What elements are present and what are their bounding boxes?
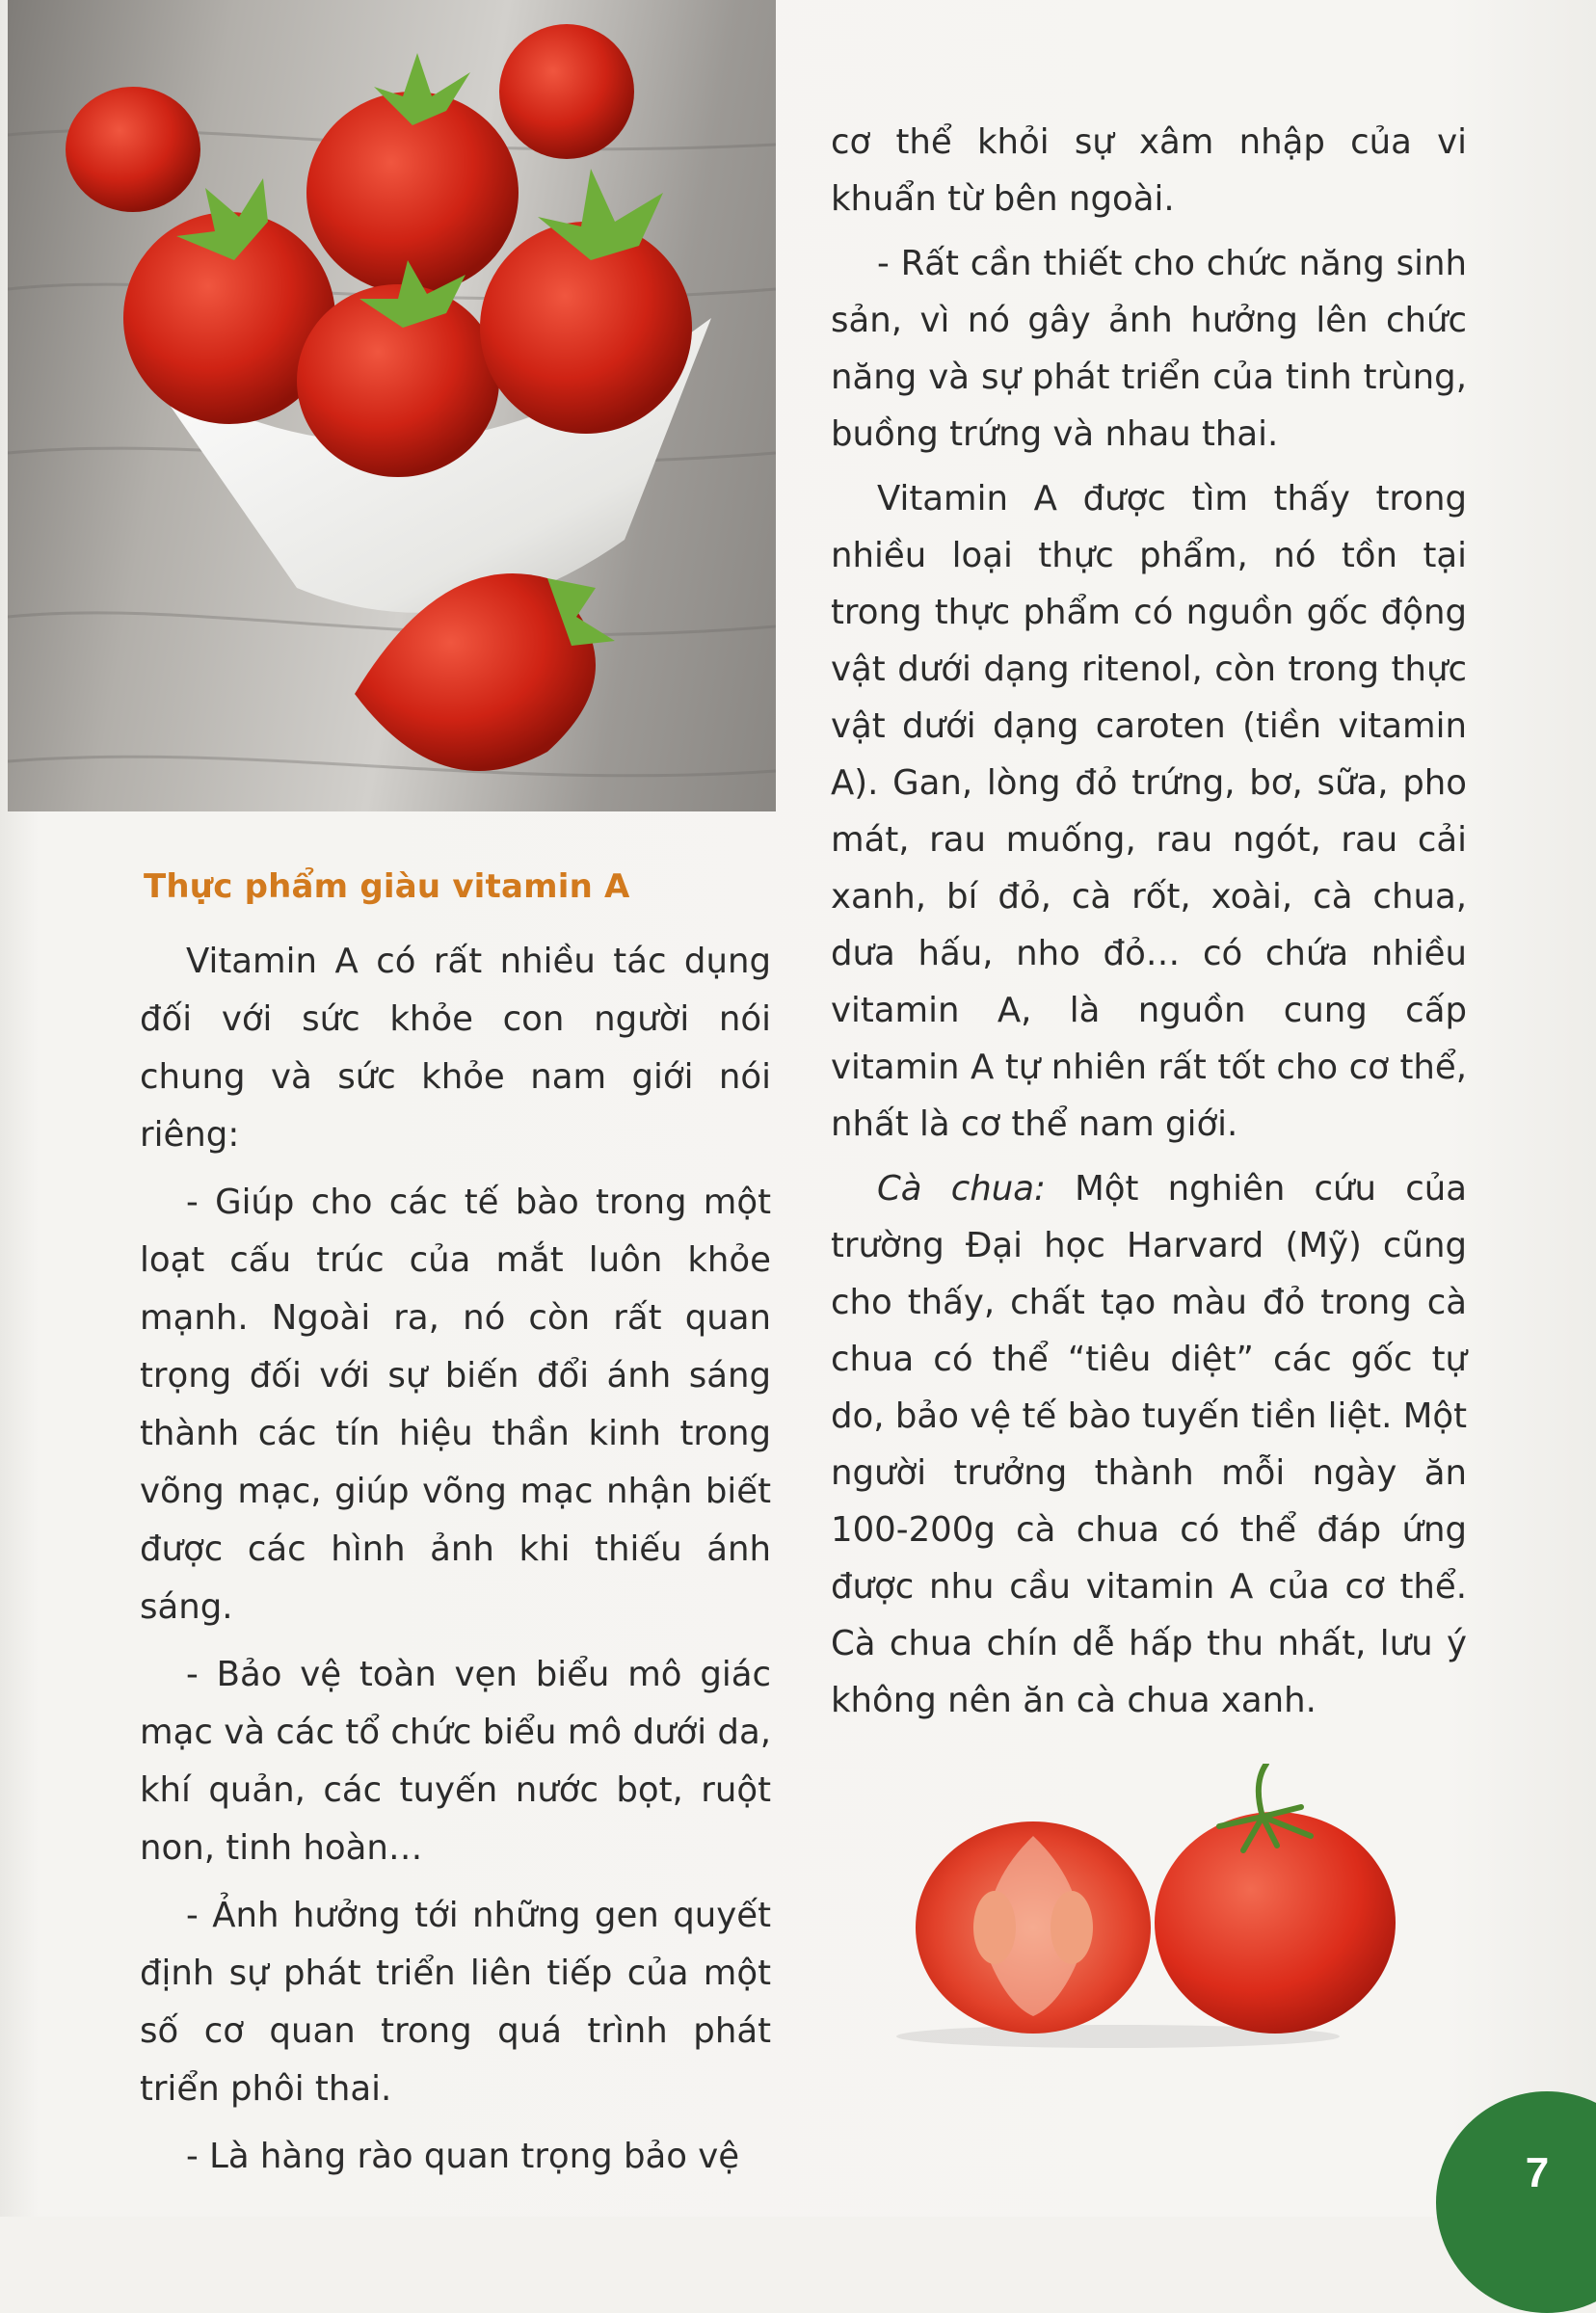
right-text-column <box>831 114 1467 1737</box>
strawberry-bowl-photo <box>8 0 776 811</box>
intro-paragraph: Vitamin A có rất nhiều tác dụng đối với sức khỏe con người nói chung và sức khỏe nam giới nói riêng: <box>140 942 771 1155</box>
epithelium-benefit-paragraph: - Bảo vệ toàn vẹn biểu mô giác mạc và các tổ chức biểu mô dưới da, khí quản, các tuyến nước bọt, ruột non, tinh hoàn… <box>140 1655 771 1868</box>
page-number-tab <box>1436 2091 1596 2313</box>
tomato-paragraph <box>831 1160 1467 1729</box>
continuation-paragraph: cơ thể khỏi sự xâm nhập của vi khuẩn từ bên ngoài. <box>831 122 1467 219</box>
sources-paragraph: Vitamin A được tìm thấy trong nhiều loại thực phẩm, nó tồn tại trong thực phẩm có nguồn gốc động vật dưới dạng ritenol, còn trong thực vật dưới dạng caroten (tiền vitamin A). Gan, lòng đỏ trứng, bơ, sữa, pho mát, rau muống, rau ngót, rau cải xanh, bí đỏ, cà rốt, xoài, cà chua, dưa hấu, nho đỏ… có chứa nhiều vitamin A, là nguồn cung cấp vitamin A tự nhiên rất tốt cho cơ thể, nhất là cơ thể nam giới. <box>831 479 1467 1144</box>
tomato-text: Một nghiên cứu của trường Đại học Harvard (Mỹ) cũng cho thấy, chất tạo màu đỏ trong cà chua có thể “tiêu diệt” các gốc tự do, bảo vệ tế bào tuyến tiền liệt. Một người trưởng thành mỗi ngày ăn 100-200g cà chua có thể đáp ứng được nhu cầu vitamin A của cơ thể. Cà chua chín dễ hấp thu nhất, lưu ý không nên ăn cà chua xanh. <box>831 1169 1467 1720</box>
left-text-column <box>140 867 771 2195</box>
tomatoes-illustration <box>896 1764 1417 2053</box>
page-number: 7 <box>1525 2149 1550 2196</box>
section-heading: Thực phẩm giàu vitamin A <box>144 867 630 906</box>
tomato-term: Cà chua: <box>877 1169 1046 1209</box>
barrier-benefit-paragraph: - Là hàng rào quan trọng bảo vệ <box>186 2137 740 2176</box>
eye-benefit-paragraph: - Giúp cho các tế bào trong một loạt cấu trúc của mắt luôn khỏe mạnh. Ngoài ra, nó còn rất quan trọng đối với sự biến đổi ánh sáng thành các tín hiệu thần kinh trong võng mạc, giúp võng mạc nhận biết được các hình ảnh khi thiếu ánh sáng. <box>140 1183 771 1627</box>
gene-benefit-paragraph: - Ảnh hưởng tới những gen quyết định sự phát triển liên tiếp của một số cơ quan trong quá trình phát triển phôi thai. <box>140 1896 771 2109</box>
reproduction-paragraph: - Rất cần thiết cho chức năng sinh sản, vì nó gây ảnh hưởng lên chức năng và sự phát triển của tinh trùng, buồng trứng và nhau thai. <box>831 244 1467 454</box>
